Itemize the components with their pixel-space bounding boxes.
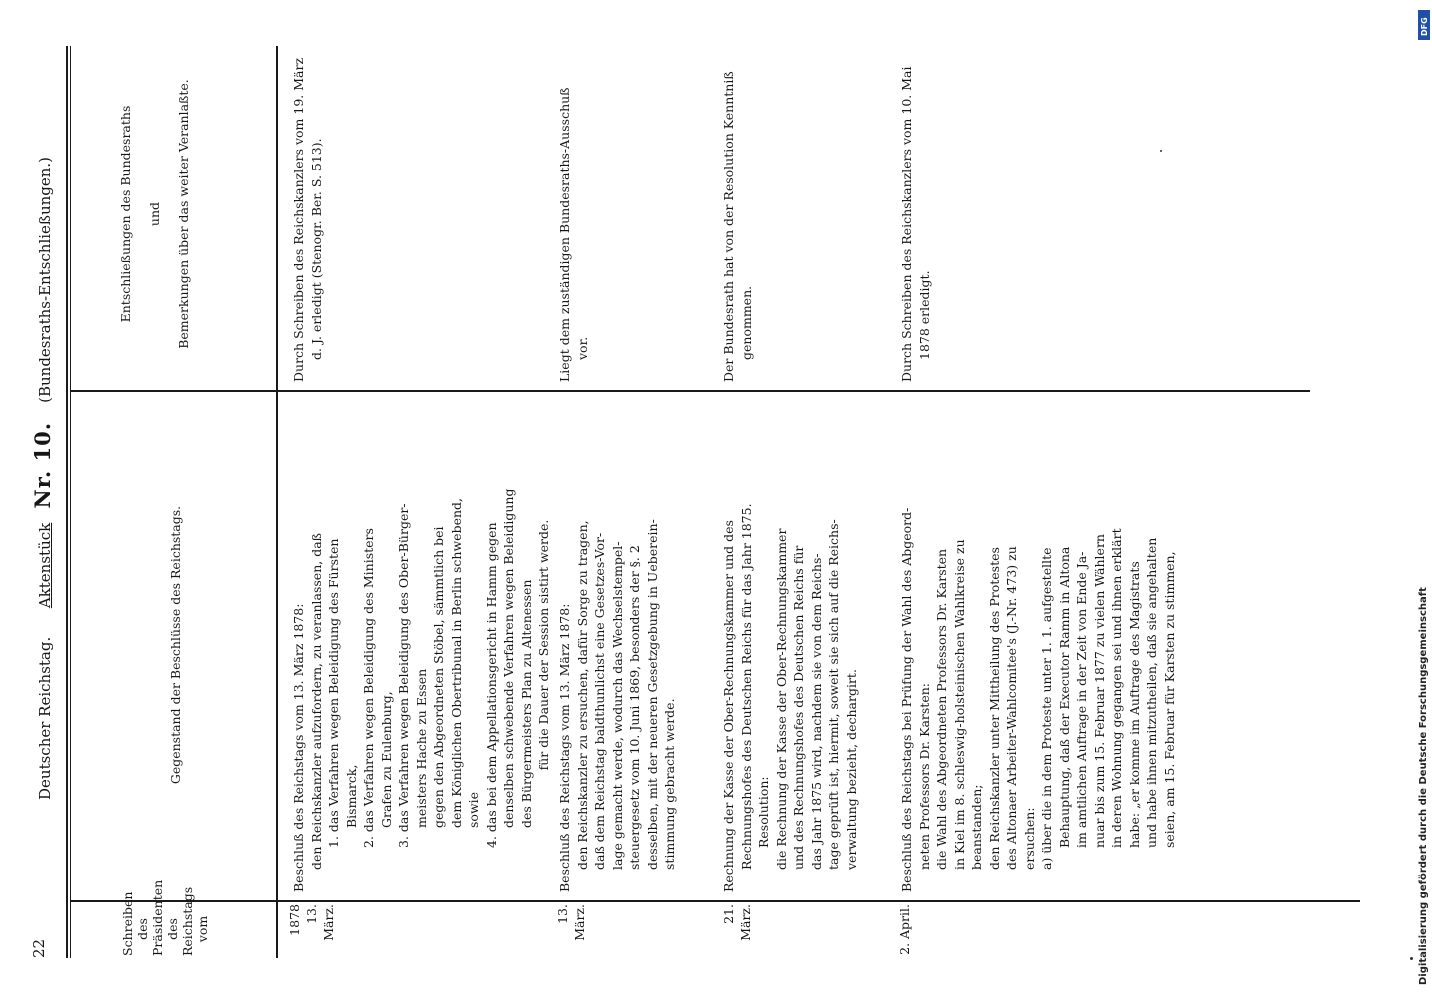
header-section: (Bundesraths-Entschließungen.): [36, 156, 54, 403]
subject-line: Beschluß des Reichstags bei Prüfung der Wahl des Abgeord-: [899, 507, 914, 892]
subject-line: Beschluß des Reichstags vom 13. März 1878:: [557, 603, 572, 892]
subject-line: die Rechnung der Kasse der Ober-Rechnungskammer: [773, 528, 789, 870]
digitization-credit: Digitalisierung gefördert durch die Deutsche Forschungsgemeinschaft: [1418, 587, 1429, 985]
header-document-number: Nr. 10.: [30, 421, 55, 509]
resolution-line: Durch Schreiben des Reichskanzlers vom 19. März: [291, 57, 306, 382]
row-resolution: [898, 46, 933, 382]
subject-line: und des Rechnungshofes des Deutschen Reichs für: [791, 545, 806, 870]
subject-line: des Bürgermeisters Plan zu Altenessen: [518, 579, 534, 828]
subject-line: den Reichskanzler aufzufordern, zu veranlassen, daß: [308, 533, 324, 870]
subject-line: gegen den Abgeordneten Stöbel, sämmtlich bei: [431, 526, 446, 828]
row-subject: [556, 398, 679, 892]
subject-line: in Kiel im 8. schleswig-holsteinischen Wahlkreise zu: [951, 539, 967, 870]
subject-line: steuergesetz vom 10. Juni 1869, besonders der §. 2: [627, 545, 642, 870]
subject-line: neten Professors Dr. Karsten:: [916, 683, 932, 870]
row-resolution: [720, 46, 755, 382]
subject-line: lage gemacht werde, wodurch das Wechselstempel-: [609, 541, 625, 870]
resolution-line: Liegt dem zuständigen Bundesraths-Ausschuß: [557, 87, 572, 382]
subject-line: 3. das Verfahren wegen Beleidigung des Ober-Bürger-: [396, 503, 411, 848]
row-date: [720, 904, 754, 960]
column-heading-resolution: [118, 44, 191, 384]
row-resolution: [556, 46, 591, 382]
subject-line: des Altonaer Arbeiter-Wahlcomitee's (J.-Nr. 473) zu: [1004, 546, 1019, 870]
column-heading-date-line: des: [135, 918, 150, 940]
header-document-label: Aktenstück: [36, 522, 54, 609]
table-header-rule: [276, 46, 278, 958]
subject-line: im amtlichen Auftrage in der Zeit von Ende Ja-: [1074, 551, 1089, 848]
column-heading-date: [120, 879, 210, 956]
subject-line: dem Königlichen Obertribunal in Berlin schwebend,: [448, 497, 464, 828]
subject-line: a) über die in dem Proteste unter 1. 1. aufgestellte: [1039, 547, 1054, 870]
column-heading-date-line: Reichstags: [180, 886, 195, 956]
subject-line: seien, am 15. Februar für Karsten zu stimmen,: [1161, 551, 1177, 848]
resolution-line: genommen.: [738, 285, 754, 360]
resolution-line: d. J. erledigt (Stenogr. Ber. S. 513).: [308, 138, 324, 360]
resolution-line: Der Bundesrath hat von der Resolution Kenntniß: [721, 71, 736, 382]
subject-line: beanstanden;: [969, 784, 984, 870]
row-subject: [898, 398, 1178, 892]
column-heading-subject: Gegenstand der Beschlüsse des Reichstags.: [168, 505, 183, 785]
subject-line: und habe ihnen mitzutheilen, daß sie angehalten: [1144, 537, 1159, 848]
subject-line: in deren Wohnung gegangen sei und ihnen erklärt: [1109, 528, 1124, 848]
row-date-day: 21. März.: [721, 904, 753, 941]
subject-line: sowie: [466, 791, 481, 828]
subject-line: daß dem Reichstag baldthunlichst eine Gesetzes-Vor-: [592, 532, 607, 870]
subject-line: Resolution:: [756, 776, 771, 848]
column-heading-date-line: vom: [195, 915, 210, 943]
subject-line: nuar bis zum 15. Februar 1877 zu vielen Wählern: [1091, 534, 1107, 848]
table-top-rule-inner: [70, 46, 71, 958]
column-heading-date-line: des: [165, 918, 180, 940]
table-column-divider-2: [70, 391, 1310, 393]
subject-line: die Wahl des Abgeordneten Professors Dr. Karsten: [934, 548, 949, 870]
header-publication: Deutscher Reichstag.: [36, 636, 54, 800]
row-date: [286, 904, 337, 960]
subject-line: 4. das bei dem Appellationsgericht in Hamm gegen: [483, 522, 499, 848]
subject-line: den Reichskanzler zu ersuchen, dafür Sorge zu tragen,: [574, 520, 590, 870]
subject-line: stimmung gebracht werde.: [662, 698, 677, 870]
subject-line: 2. das Verfahren wegen Beleidigung des Ministers: [361, 528, 376, 848]
row-date-day: 13. März.: [304, 904, 336, 941]
column-heading-resolution-line: Entschließungen des Bundesraths: [118, 105, 133, 323]
table-top-rule: [66, 46, 68, 958]
column-heading-date-line: Schreiben: [120, 891, 135, 956]
row-date: [896, 904, 913, 960]
subject-line: Beschluß des Reichstags vom 13. März 1878:: [291, 603, 306, 892]
subject-line: denselben schwebende Verfahren wegen Beleidigung: [501, 488, 516, 828]
resolution-line: vor.: [574, 336, 590, 360]
subject-line: habe: „er komme im Auftrage des Magistrats: [1126, 561, 1142, 848]
scan-speck: [1410, 957, 1413, 960]
scan-speck: [1160, 150, 1162, 152]
subject-line: das Jahr 1875 wird, nachdem sie von dem Reichs-: [808, 553, 824, 870]
dfg-logo-text: DFG: [1420, 17, 1429, 36]
page-header: [30, 40, 55, 800]
subject-line: für die Dauer der Session sistirt werde.: [536, 519, 551, 771]
row-subject: [720, 398, 860, 892]
resolution-line: 1878 erledigt.: [916, 270, 932, 360]
resolution-line: Durch Schreiben des Reichskanzlers vom 10. Mai: [899, 66, 914, 382]
subject-line: Behauptung, daß der Executor Ramm in Altona: [1056, 546, 1072, 848]
table-column-divider-1: [70, 901, 1360, 903]
subject-line: verwaltung bezieht, dechargirt.: [843, 669, 859, 870]
subject-line: desselben, mit der neueren Gesetzgebung in Ueberein-: [644, 519, 660, 870]
subject-line: Bismarck,: [343, 764, 359, 828]
row-date-day: 2. April.: [897, 904, 912, 955]
subject-line: ersuchen:: [1021, 807, 1037, 870]
subject-line: Rechnungshofes des Deutschen Reichs für das Jahr 1875.: [738, 503, 754, 870]
row-date-day: 13. März.: [555, 904, 587, 941]
row-subject: [290, 398, 553, 892]
page-number: 22: [30, 938, 48, 958]
row-date: [554, 904, 588, 960]
row-resolution: [290, 46, 325, 382]
column-heading-date-line: Präsidenten: [150, 879, 165, 956]
subject-line: Grafen zu Eulenburg,: [378, 691, 394, 828]
dfg-logo: [1418, 10, 1430, 40]
subject-line: 1. das Verfahren wegen Beleidigung des Fürsten: [326, 538, 341, 848]
row-date-year: 1878: [287, 904, 302, 936]
column-heading-resolution-line: und: [147, 201, 162, 227]
subject-line: tage geprüft ist, hiermit, soweit sie sich auf die Reichs-: [826, 519, 841, 870]
subject-line: den Reichskanzler unter Mittheilung des Protestes: [986, 547, 1002, 870]
subject-line: meisters Hache zu Essen: [413, 668, 429, 828]
column-heading-resolution-line: Bemerkungen über das weiter Veranlaßte.: [176, 79, 191, 349]
subject-line: Rechnung der Kasse der Ober-Rechnungskammer und des: [721, 520, 736, 892]
